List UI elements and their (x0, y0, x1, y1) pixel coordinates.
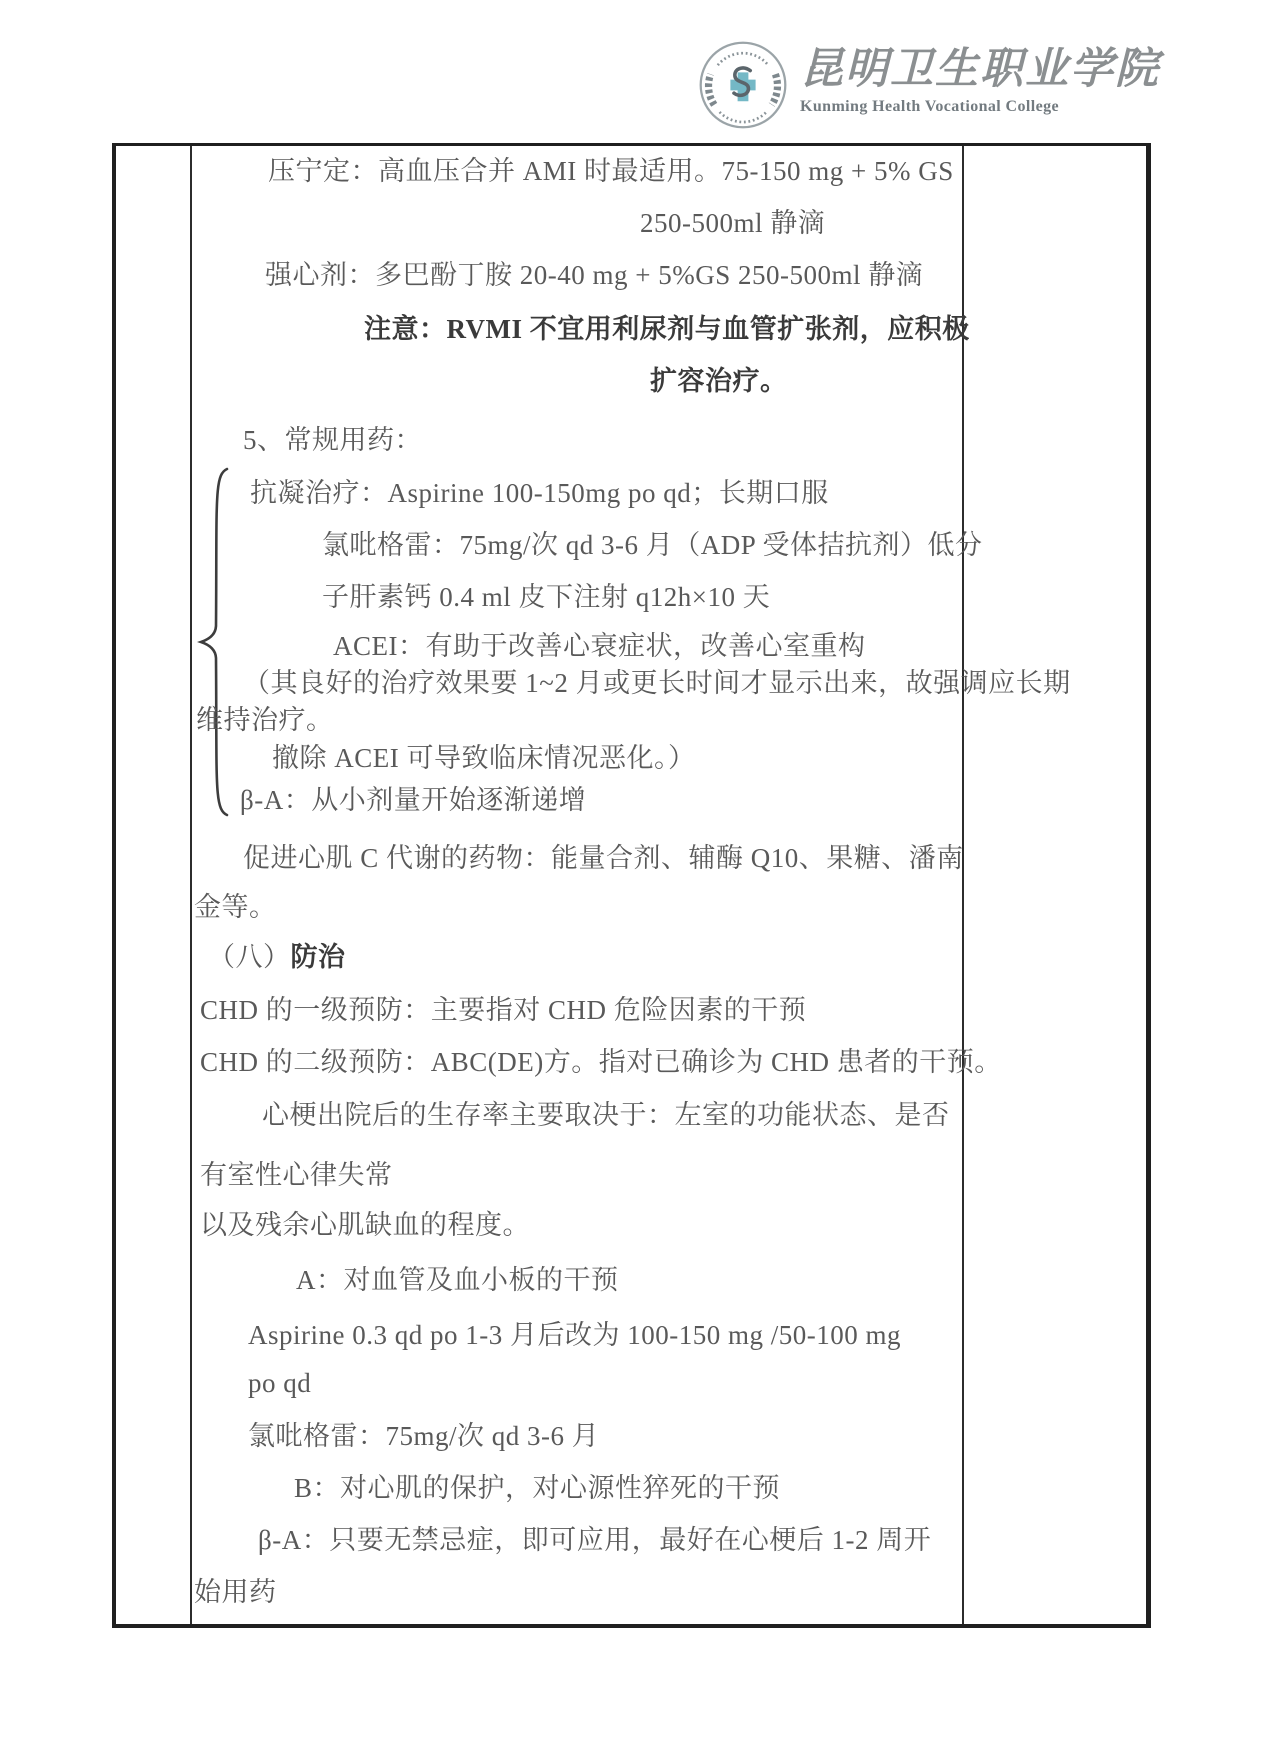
college-name-chinese: 昆明卫生职业学院 (800, 46, 1160, 93)
doc-line: 心梗出院后的生存率主要取决于：左室的功能状态、是否 (262, 1100, 950, 1130)
left-brace-icon (197, 466, 231, 818)
doc-line-note: 扩容治疗。 (650, 366, 788, 396)
doc-line: 金等。 (194, 892, 277, 922)
college-name-block (800, 44, 1160, 116)
table-column-divider-right (962, 146, 964, 1624)
doc-line: 撤除 ACEI 可导致临床情况恶化。） (272, 743, 696, 773)
college-logo (698, 38, 1160, 138)
college-name-english: Kunming Health Vocational College (800, 98, 1059, 115)
doc-line-heading: 5、常规用药： (243, 425, 422, 455)
doc-line: 促进心肌 C 代谢的药物：能量合剂、辅酶 Q10、果糖、潘南 (243, 843, 964, 873)
doc-line: 250-500ml 静滴 (640, 208, 826, 238)
doc-line: 维持治疗。 (196, 705, 334, 735)
doc-line: A：对血管及血小板的干预 (296, 1265, 619, 1295)
doc-line: Aspirine 0.3 qd po 1-3 月后改为 100-150 mg /50-100 mg (248, 1320, 901, 1350)
doc-line: 有室性心律失常 (200, 1160, 393, 1190)
doc-line: 以及残余心肌缺血的程度。 (200, 1210, 530, 1240)
doc-line: CHD 的一级预防：主要指对 CHD 危险因素的干预 (200, 995, 807, 1025)
content-table-border (112, 143, 1151, 1628)
college-seal-icon (698, 40, 788, 130)
doc-line: 氯吡格雷：75mg/次 qd 3-6 月 (248, 1421, 600, 1451)
doc-line: 子肝素钙 0.4 ml 皮下注射 q12h×10 天 (322, 582, 771, 612)
doc-line: 始用药 (194, 1577, 277, 1607)
doc-line: ACEI：有助于改善心衰症状，改善心室重构 (333, 631, 866, 661)
doc-line: β-A：从小剂量开始逐渐递增 (240, 785, 587, 815)
table-column-divider-left (190, 146, 192, 1624)
doc-line: 强心剂：多巴酚丁胺 20-40 mg + 5%GS 250-500ml 静滴 (265, 260, 924, 290)
doc-line-section-heading (208, 941, 346, 973)
doc-line: CHD 的二级预防：ABC(DE)方。指对已确诊为 CHD 患者的干预。 (200, 1047, 1002, 1077)
section-number: （八） (208, 942, 291, 972)
doc-line: 压宁定：高血压合并 AMI 时最适用。75-150 mg + 5% GS (268, 156, 954, 186)
doc-line-note: 注意：RVMI 不宜用利尿剂与血管扩张剂，应积极 (364, 314, 970, 344)
doc-line: β-A：只要无禁忌症，即可应用，最好在心梗后 1-2 周开 (258, 1525, 932, 1555)
doc-line: （其良好的治疗效果要 1~2 月或更长时间才显示出来，故强调应长期 (243, 668, 1071, 698)
doc-line: po qd (248, 1368, 312, 1398)
doc-line: B：对心肌的保护，对心源性猝死的干预 (294, 1473, 781, 1503)
doc-line: 氯吡格雷：75mg/次 qd 3-6 月（ADP 受体拮抗剂）低分 (322, 530, 983, 560)
doc-line: 抗凝治疗：Aspirine 100-150mg po qd；长期口服 (250, 478, 829, 508)
section-title: 防治 (290, 942, 346, 972)
